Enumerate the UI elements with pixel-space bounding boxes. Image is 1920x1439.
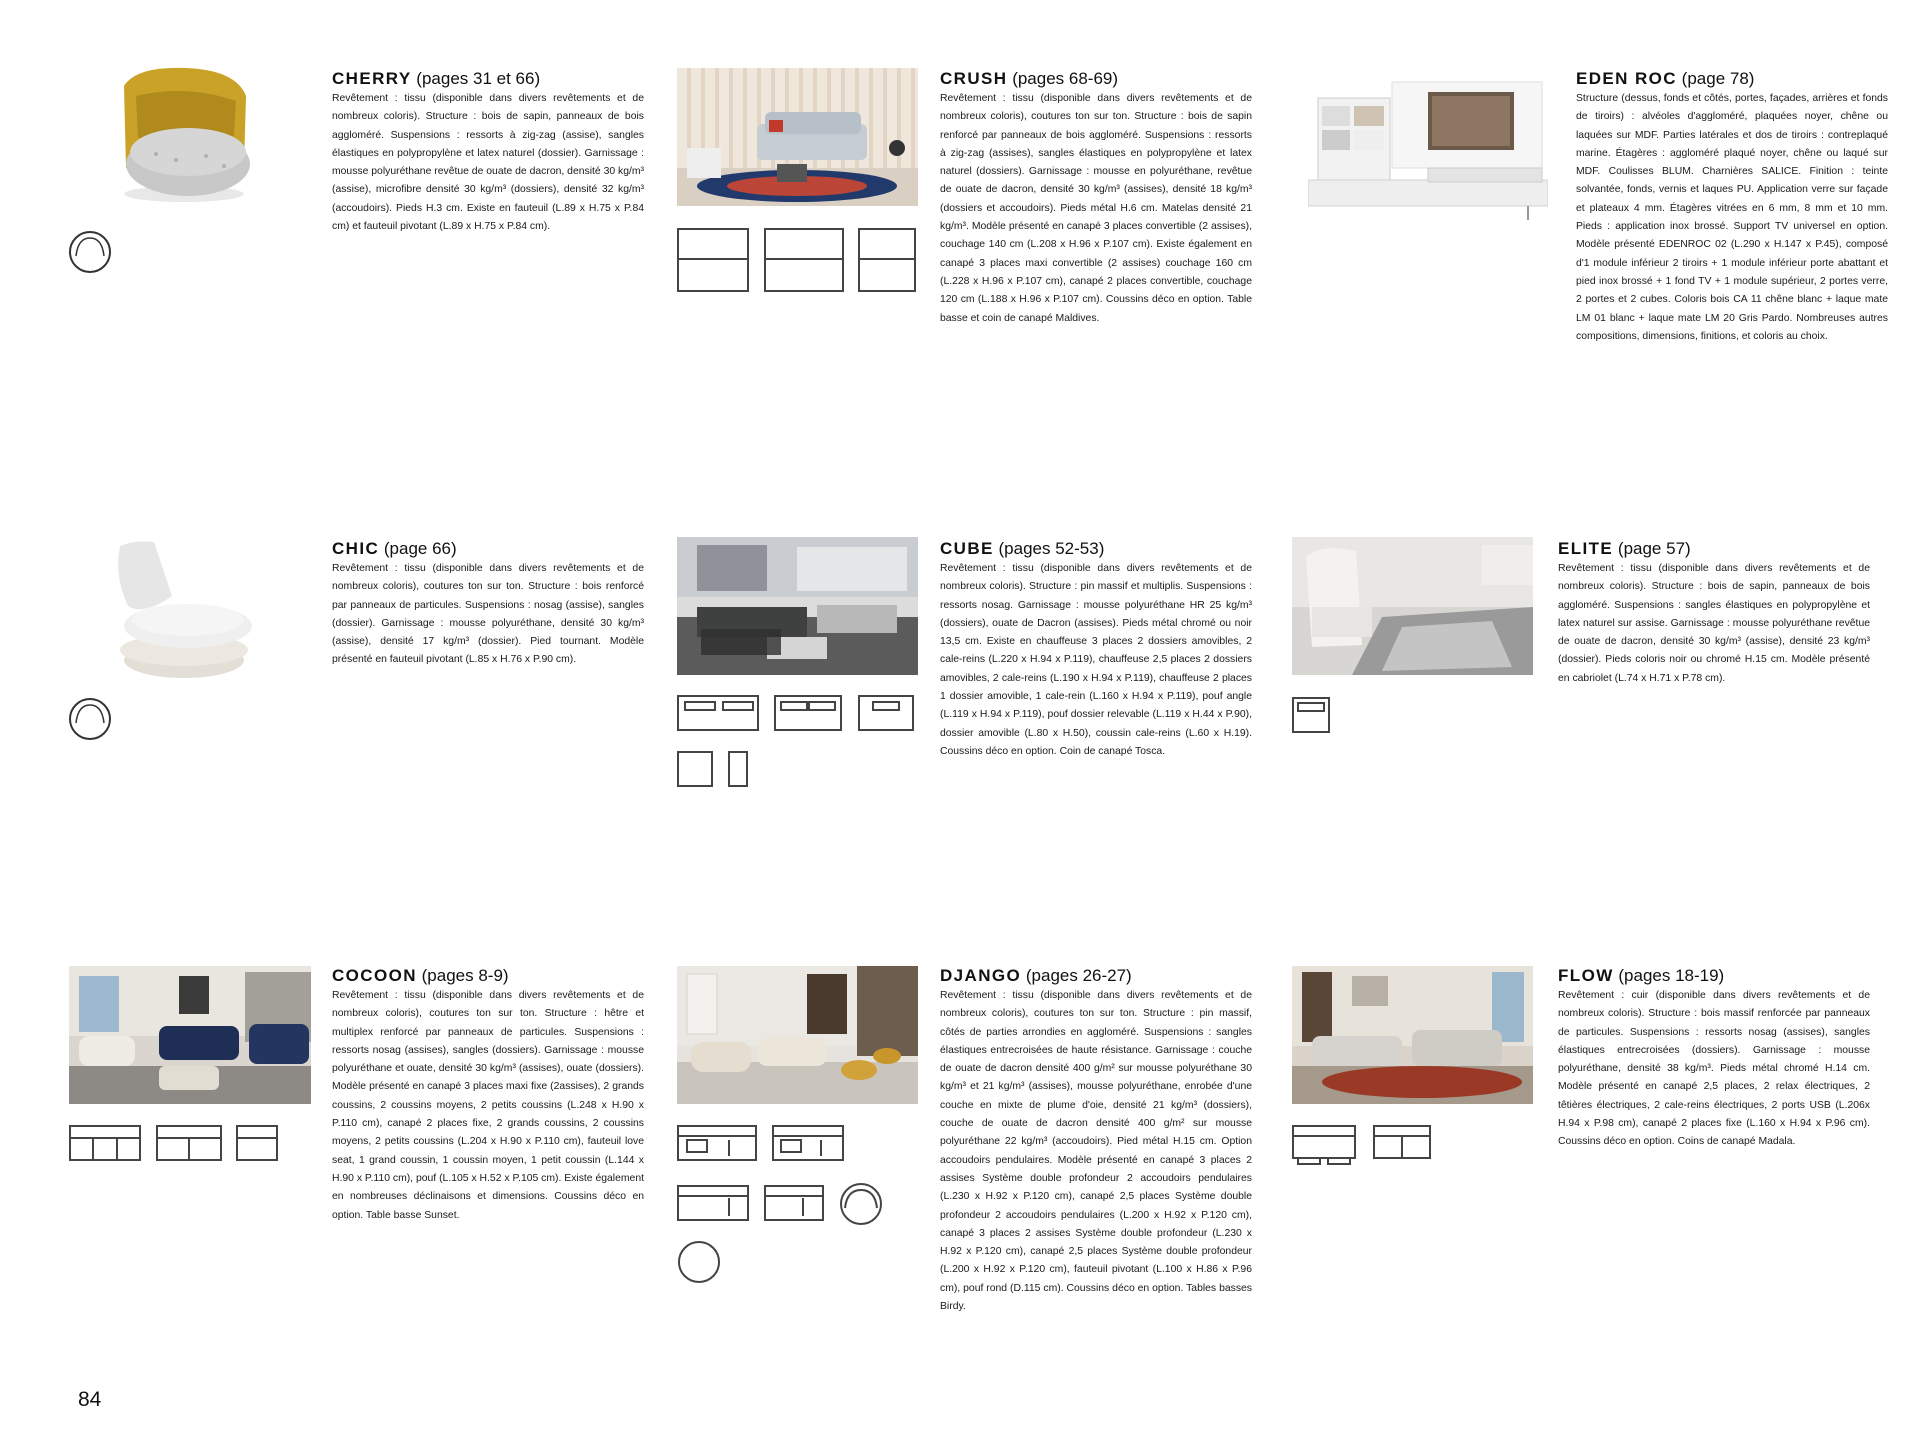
cocoon-photo [69, 966, 311, 1104]
cherry-description [332, 68, 644, 236]
product-name: CHIC [332, 539, 380, 558]
django-description [940, 965, 1252, 1316]
cocoon-heading [332, 965, 644, 987]
product-text: Revêtement : tissu (disponible dans divers revêtements et de nombreux coloris), coutures ton sur ton. Structure : bois de sapin renforcé par panneaux de bois aggloméré. Suspensions : ressorts à zig-zag (assises), sangles élastiques en polypropylène et latex naturel (dossiers). Garnissage : mousse en polyuréthane, revêtue de ouate de dacron, densité 30 kg/m³ (assises), densité 18 kg/m³ (dossiers et accoudoirs). Pieds métal H.6 cm. Matelas densité 21 kg/m³. Modèle présenté en canapé 3 places convertible (2 assises), couchage 140 cm (L.208 x H.96 x P.107 cm). Existe également en canapé 3 places maxi convertible (2 assises) couchage 160 cm (L.228 x H.96 x P.107 cm), canapé 2 places convertible, couchage 120 cm (L.188 x H.96 x P.107 cm). Coussins déco en option. Table basse et coin de canapé Maldives. [940, 93, 1252, 324]
product-pages: (pages 68-69) [1012, 69, 1119, 88]
chic-heading [332, 538, 644, 560]
product-name: COCOON [332, 966, 417, 985]
product-name: CRUSH [940, 69, 1008, 88]
product-text: Revêtement : tissu (disponible dans divers revêtements et de nombreux coloris), coutures ton sur ton. Structure : hêtre et multiplex renforcé par panneaux de particules. Suspensions : ressorts nosag (assises), sangles (dossiers). Garnissage : mousse polyuréthane et ouate, densité 30 kg/m³ (assises), ouate (dossiers). Modèle présenté en canapé 3 places maxi fixe (2assises), 2 grands coussins, 2 coussins moyens, 2 petits coussins (L.248 x H.90 x P.110 cm), canapé 2 places fixe, 2 grands coussins, 2 coussins moyens, 2 petits coussins (L.204 x H.90 x P.110 cm), fauteuil love seat, 1 grand coussin, 1 coussin moyen, 1 petit coussin (L.144 x H.90 x P.110 cm), pouf (L.105 x H.52 x P.105 cm). Existe également en nombreuses déclinaisons et dimensions. Coussins déco en option. Table basse Sunset. [332, 990, 644, 1221]
crush-description [940, 68, 1252, 328]
product-pages: (pages 26-27) [1025, 966, 1132, 985]
elite-heading [1558, 538, 1870, 560]
edenroc-description [1576, 68, 1888, 346]
cherry-photo [96, 56, 266, 206]
product-name: CHERRY [332, 69, 412, 88]
product-text: Revêtement : tissu (disponible dans divers revêtements et de nombreux coloris). Structure : bois de sapin, panneaux de bois aggloméré. Suspensions : sangles élastiques en polypropylène et latex naturel sur assise. Garnissage : mousse polyuréthane revêtue de ouate de dacron, densité 30 kg/m³ (assise), densité 23 kg/m³ (dossier). Pieds coloris noir ou chromé H.15 cm. Modèle présenté en cabriolet (L.74 x H.71 x P.78 cm). [1558, 563, 1870, 684]
cocoon-description [332, 965, 644, 1225]
django-diagrams [677, 1122, 897, 1297]
elite-diagram [1292, 697, 1332, 742]
elite-photo [1292, 537, 1533, 675]
chic-photo [104, 536, 264, 686]
django-photo [677, 966, 918, 1104]
product-pages: (pages 18-19) [1618, 966, 1725, 985]
cube-description [940, 538, 1252, 761]
cube-heading [940, 538, 1252, 560]
crush-heading [940, 68, 1252, 90]
product-text: Revêtement : tissu (disponible dans divers revêtements et de nombreux coloris). Structure : bois de sapin, panneaux de bois aggloméré. Suspensions : ressorts à zig-zag (assise), sangles élastiques en polypropylène et latex naturel (dossier). Garnissage : mousse polyuréthane revêtue de ouate de dacron, densité 30 kg/m³ (assise), microfibre densité 30 kg/m³ (dossiers), densité 32 kg/m³ (accoudoirs). Pieds H.3 cm. Existe en fauteuil (L.89 x H.75 x P.84 cm) et fauteuil pivotant (L.89 x H.75 x P.84 cm). [332, 93, 644, 233]
product-name: FLOW [1558, 966, 1614, 985]
flow-heading [1558, 965, 1870, 987]
product-pages: (page 57) [1617, 539, 1691, 558]
product-text: Revêtement : tissu (disponible dans divers revêtements et de nombreux coloris), coutures ton sur ton. Structure : bois renforcé par panneaux de particules. Suspensions : nosag (assise), sangles (dossier). Garnissage : mousse polyuréthane, densité 30 kg/m³ (assise), densité 17 kg/m³ (dossier). Pied tournant. Modèle présenté en fauteuil pivotant (L.85 x H.76 x P.90 cm). [332, 563, 644, 666]
product-pages: (page 66) [383, 539, 457, 558]
edenroc-heading [1576, 68, 1888, 90]
crush-photo [677, 68, 918, 206]
product-text: Structure (dessus, fonds et côtés, portes, façades, arrières et fonds de tiroirs) : alvéoles d'aggloméré, plaquées noyer, chêne ou laquées sur MDF. Parties latérales et dos de tiroirs : contreplaqué marine. Étagères : aggloméré plaqué noyer, chêne ou laqué sur MDF. Coulisses BLUM. Charnières SALICE. Finition : teinte solvantée, fonds, vernis et laques PU. Application verre sur façade et plateaux 4 mm. Étagères vitrées en 6 mm, 8 mm et 10 mm. Pieds : application inox brossé. Support TV universel en option. Modèle présenté EDENROC 02 (L.290 x H.147 x P.45), composé d'1 module inférieur 2 tiroirs + 1 module inférieur porte abattant et pied inox brossé + 1 fond TV + 1 module supérieur, 2 portes verre, 2 portes et 2 cubes. Coloris bois CA 11 chêne blanc + laque mate LM 01 blanc + laque mate LM 20 Gris Pardo. Nombreuses autres compositions, dimensions, finitions, et coloris au choix. [1576, 93, 1888, 342]
cube-photo [677, 537, 918, 675]
product-name: ELITE [1558, 539, 1614, 558]
product-text: Revêtement : tissu (disponible dans divers revêtements et de nombreux coloris), coutures ton sur ton. Structure : pin massif, côtés de parties arrondies en aggloméré. Suspensions : sangles élastiques entrecroisées de haute résistance. Garnissage : couche de ouate de dacron densité 400 g/m² sur mousse polyuréthane 30 kg/m³ et 21 kg/m³ (assises), mousse polyuréthane, enrobée d'une couche en mixte de plume d'oie, densité 21 kg/m³ (dossiers), couche de ouate de dacron densité 400 g/m² sur mousse polyuréthane 22 kg/m³ (accoudoirs). Pied métal H.15 cm. Option accoudoirs pendulaires. Modèle présenté en canapé 3 places 2 assises Système double profondeur 2 accoudoirs pendulaires (L.230 x H.92 x P.120 cm), canapé 2,5 places Système double profondeur 2 accoudoirs pendulaires (L.200 x H.92 x P.120 cm), canapé 3 places 2 assises Système double profondeur (L.230 x H.92 x P.120 cm), canapé 2,5 places Système double profondeur (L.200 x H.92 x P.120 cm), fauteuil pivotant (L.100 x H.86 x P.96 cm), pouf rond (D.115 cm). Coussins déco en option. Tables basses Birdy. [940, 990, 1252, 1313]
flow-diagrams [1292, 1124, 1452, 1175]
flow-description [1558, 965, 1870, 1152]
chic-swivel-diagram [68, 697, 116, 748]
product-name: EDEN ROC [1576, 69, 1677, 88]
product-pages: (page 78) [1681, 69, 1755, 88]
flow-photo [1292, 966, 1533, 1104]
product-text: Revêtement : cuir (disponible dans divers revêtements et de nombreux coloris). Structure : bois massif renforcée par panneaux de particules. Suspensions : ressorts nosag (assises), sangles élastiques entrecroisées (dossiers). Garnissage : mousse polyuréthane, densité 38 kg/m³. Pieds métal chromé H.14 cm. Modèle présenté en canapé 2,5 places, 2 relax électriques, 2 têtières électriques, 2 cale-reins électriques, 2 ports USB (L.206x H.94 x P.98 cm), canapé 2 places fixe (L.160 x H.94 x P.96 cm). Coussins déco en option. Coins de canapé Madala. [1558, 990, 1870, 1148]
product-pages: (pages 31 et 66) [416, 69, 541, 88]
product-name: CUBE [940, 539, 994, 558]
cherry-swivel-diagram [68, 230, 116, 281]
product-pages: (pages 52-53) [998, 539, 1105, 558]
cherry-heading [332, 68, 644, 90]
chic-description [332, 538, 644, 670]
cube-diagrams [677, 694, 927, 799]
product-pages: (pages 8-9) [421, 966, 509, 985]
django-heading [940, 965, 1252, 987]
elite-description [1558, 538, 1870, 688]
edenroc-photo [1308, 68, 1548, 228]
crush-diagrams [677, 226, 927, 299]
cocoon-diagrams [69, 1124, 289, 1169]
product-name: DJANGO [940, 966, 1022, 985]
product-text: Revêtement : tissu (disponible dans divers revêtements et de nombreux coloris). Structure : pin massif et multiplis. Suspensions : ressorts nosag. Garnissage : mousse polyuréthane HR 25 kg/m³ (dossiers), ouate de Dacron (assises). Pieds métal chromé ou noir 13,5 cm. Existe en chauffeuse 3 places 2 dossiers amovibles, 2 cale-reins (L.220 x H.94 x P.119), chauffeuse 2,5 places 2 dossiers amovibles, 2 cale-reins (L.190 x H.94 x P.119), chauffeuse 2 places 1 dossier amovible, 1 cale-rein (L.160 x H.94 x P.119), pouf angle (L.119 x H.94 x P.119), pouf dossier relevable (L.119 x H.44 x P.90), dossier amovible (L.80 x H.50), coussin cale-reins (L.60 x H.19). Coussins déco en option. Coin de canapé Tosca. [940, 563, 1252, 757]
page-number: 84 [78, 1388, 102, 1411]
